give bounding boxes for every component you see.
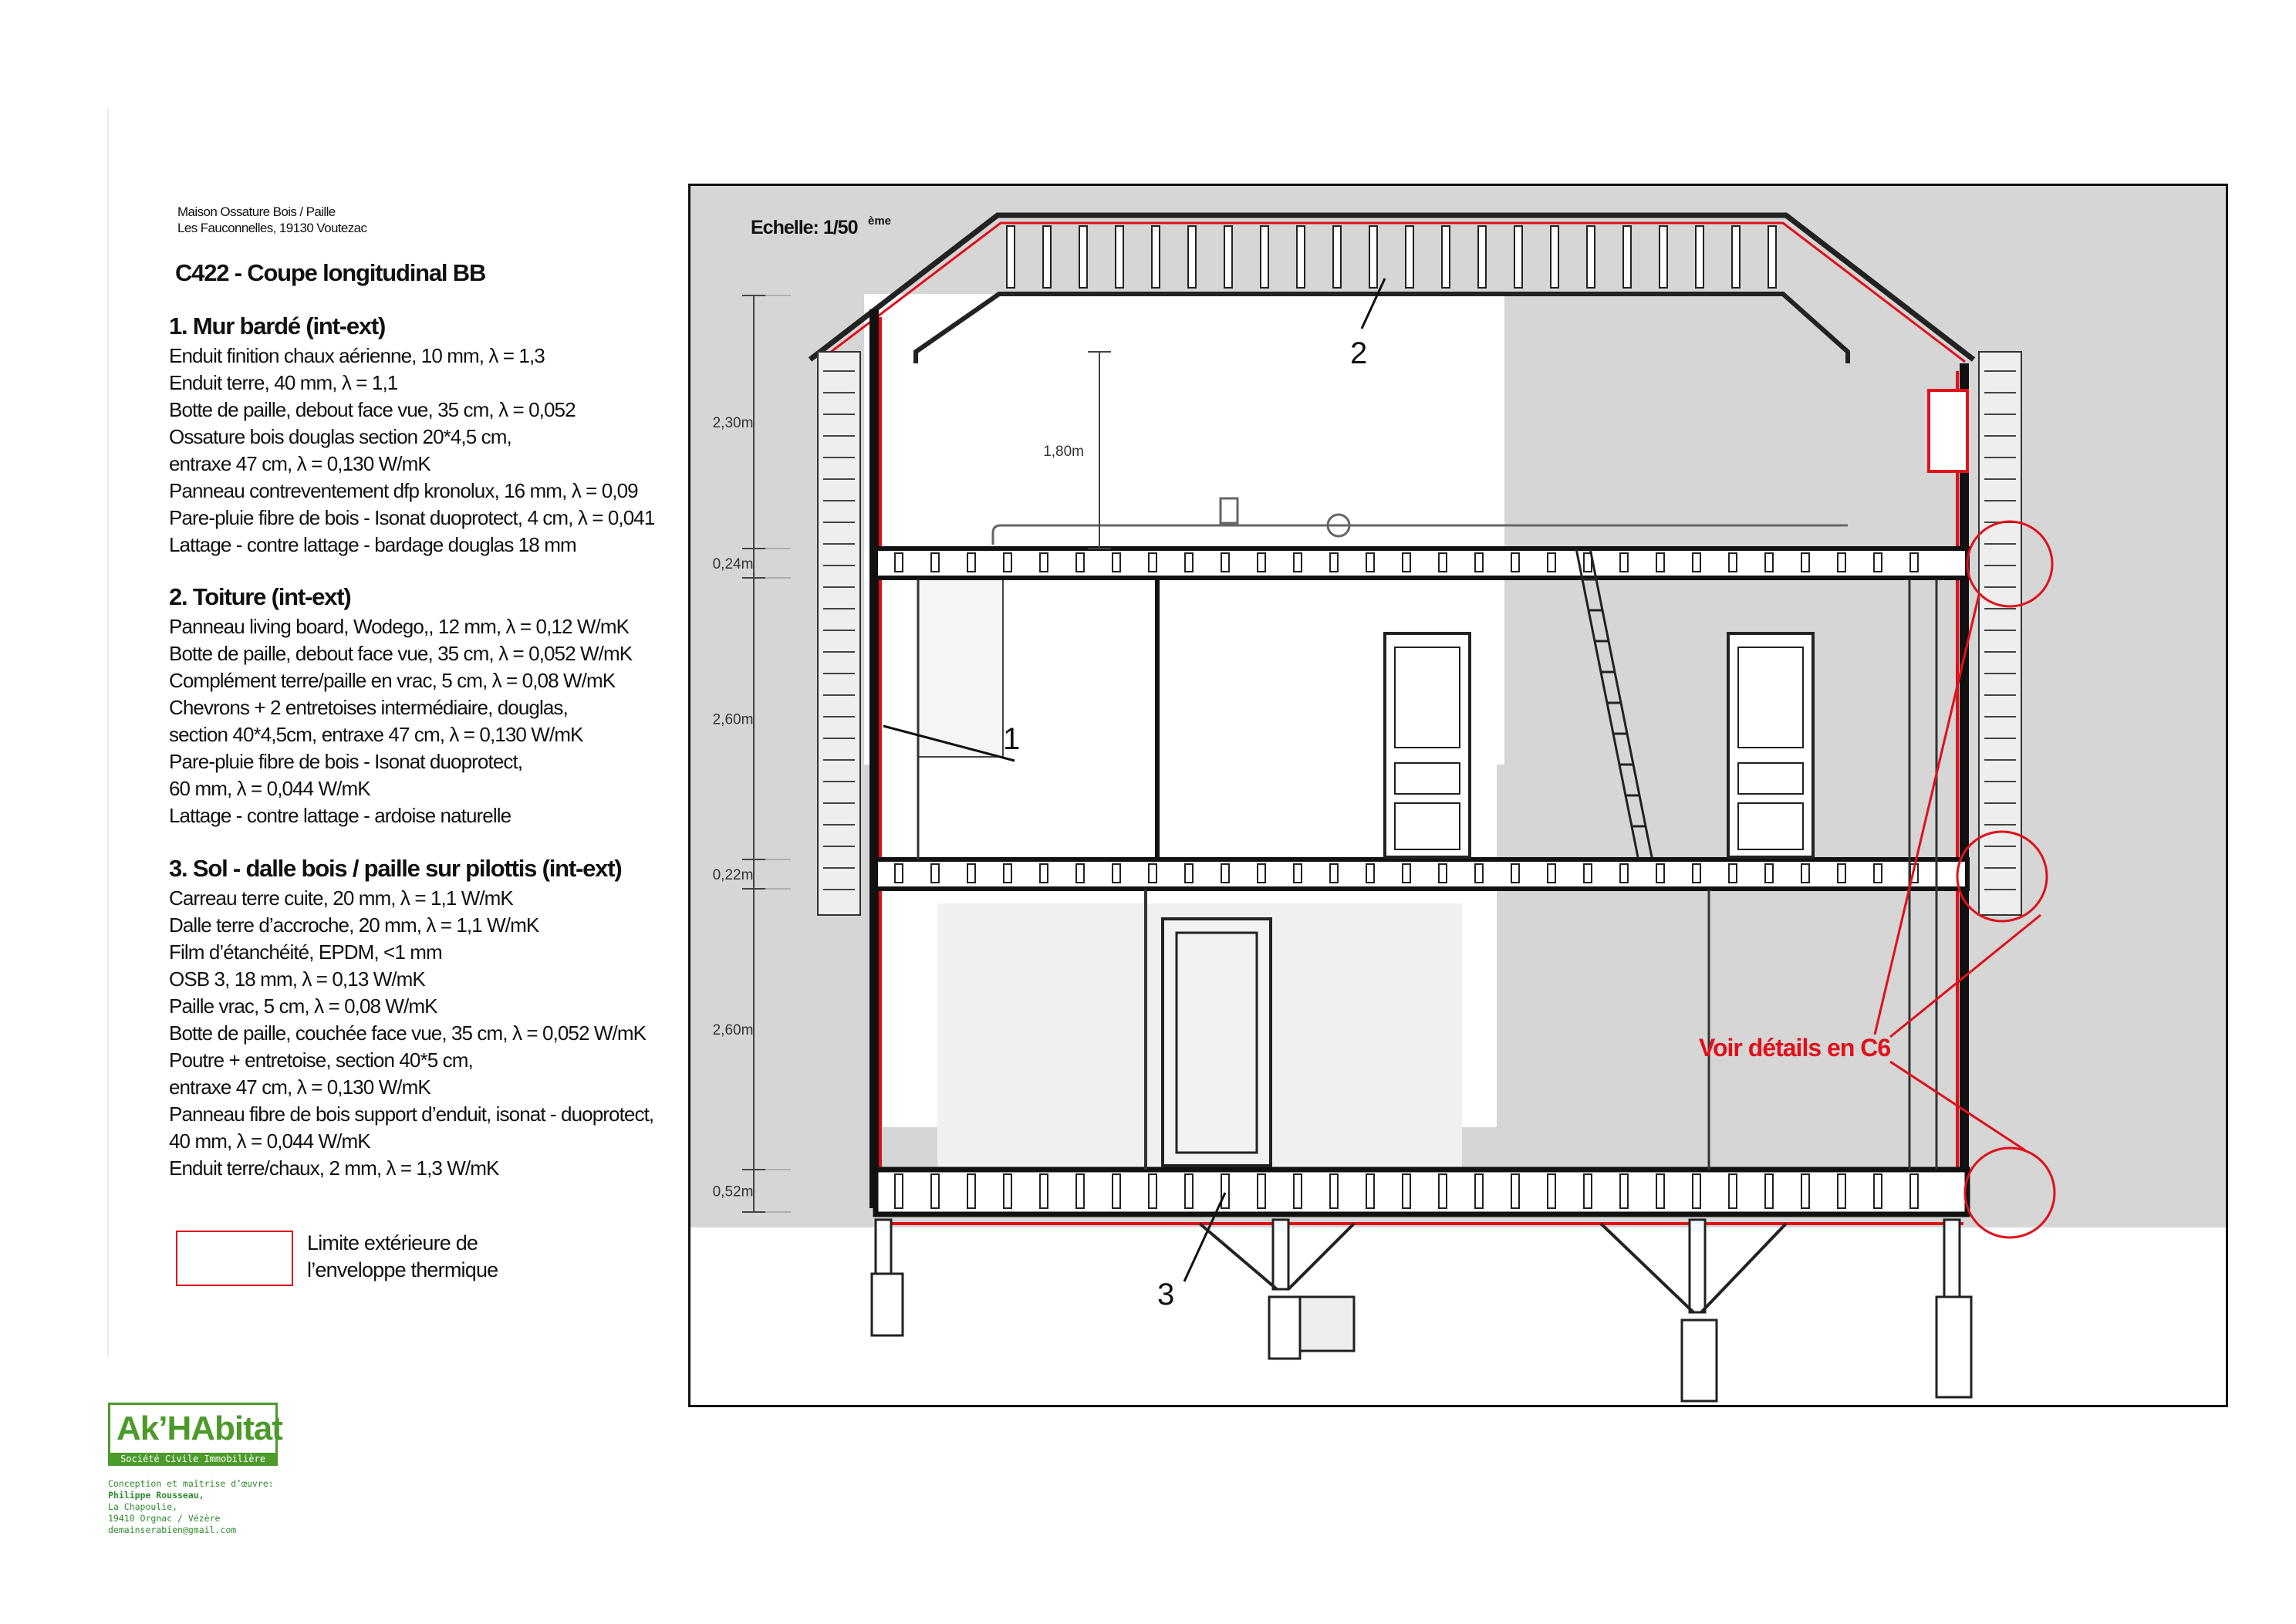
contact-line: Philippe Rousseau, <box>108 1490 204 1501</box>
callout-3: 3 <box>1157 1278 1175 1312</box>
dimension-label: 0,22m <box>712 867 754 883</box>
section-line: Botte de paille, debout face vue, 35 cm, λ = 0,052 W/mK <box>169 642 633 665</box>
project-address: Les Fauconnelles, 19130 Voutezac <box>177 221 367 235</box>
section-line: 60 mm, λ = 0,044 W/mK <box>169 777 370 800</box>
section-title-roof: 2. Toiture (int-ext) <box>169 583 351 610</box>
door-ground <box>1163 919 1271 1166</box>
section-line: Lattage - contre lattage - ardoise naturelle <box>169 804 512 827</box>
drawing-title: C422 - Coupe longitudinal BB <box>175 259 486 286</box>
section-line: Pare-pluie fibre de bois - Isonat duoprotect, <box>169 750 523 773</box>
legend-swatch <box>176 1231 293 1286</box>
section-line: Poutre + entretoise, section 40*5 cm, <box>169 1048 473 1072</box>
section-drawing <box>690 186 2226 1405</box>
contact-line: La Chapoulie, <box>108 1501 178 1512</box>
section-line: OSB 3, 18 mm, λ = 0,13 W/mK <box>169 967 425 991</box>
door-upper-left <box>1385 633 1470 857</box>
section-line: Dalle terre d’accroche, 20 mm, λ = 1,1 W/mK <box>169 913 539 937</box>
section-line: Paille vrac, 5 cm, λ = 0,08 W/mK <box>169 994 437 1018</box>
logo-brand: Ak’HAbitat <box>116 1410 282 1447</box>
door-upper-right <box>1728 633 1813 857</box>
section-line: 40 mm, λ = 0,044 W/mK <box>169 1129 370 1153</box>
margin-line <box>107 108 109 1358</box>
inner-dimension-label: 1,80m <box>1043 444 1084 460</box>
section-title-wall: 1. Mur bardé (int-ext) <box>169 312 386 339</box>
section-line: Enduit finition chaux aérienne, 10 mm, λ = 1,3 <box>169 344 545 367</box>
section-line: Panneau living board, Wodego,, 12 mm, λ = 0,12 W/mK <box>169 615 630 638</box>
company-logo <box>108 1403 282 1466</box>
project-name: Maison Ossature Bois / Paille <box>177 204 336 219</box>
section-line: Panneau contreventement dfp kronolux, 16 mm, λ = 0,09 <box>169 479 638 502</box>
section-line: entraxe 47 cm, λ = 0,130 W/mK <box>169 452 430 475</box>
section-line: entraxe 47 cm, λ = 0,130 W/mK <box>169 1075 430 1099</box>
dimension-label: 0,52m <box>712 1183 754 1200</box>
section-line: Complément terre/paille en vrac, 5 cm, λ = 0,08 W/mK <box>169 669 616 692</box>
section-line: Chevrons + 2 entretoises intermédiaire, douglas, <box>169 696 568 719</box>
contact-line: 19410 Orgnac / Vézère <box>108 1513 221 1524</box>
contact-line: Conception et maîtrise d’œuvre: <box>108 1478 274 1489</box>
logo-panel <box>110 1405 282 1453</box>
callout-2: 2 <box>1350 336 1368 370</box>
logo-tagline: Société Civile Immobilière <box>120 1453 265 1464</box>
detail-note: Voir détails en C6 <box>1699 1034 1891 1062</box>
section-line: Enduit terre, 40 mm, λ = 1,1 <box>169 371 398 394</box>
wall-right <box>1960 363 1969 1208</box>
dimension-label: 2,30m <box>712 415 754 431</box>
section-line: Pare-pluie fibre de bois - Isonat duoprotect, 4 cm, λ = 0,041 <box>169 506 655 529</box>
section-drawing-frame <box>688 184 2228 1407</box>
foundation-piers <box>872 1220 1971 1401</box>
section-line: Botte de paille, debout face vue, 35 cm, λ = 0,052 <box>169 398 576 421</box>
attic-window <box>1929 390 1967 471</box>
scale-superscript: ème <box>868 214 892 228</box>
section-line: Carreau terre cuite, 20 mm, λ = 1,1 W/mK <box>169 886 513 910</box>
section-line: Film d’étanchéité, EPDM, <1 mm <box>169 940 442 964</box>
section-line: Lattage - contre lattage - bardage douglas 18 mm <box>169 533 576 556</box>
section-line: section 40*4,5cm, entraxe 47 cm, λ = 0,130 W/mK <box>169 723 583 746</box>
section-line: Enduit terre/chaux, 2 mm, λ = 1,3 W/mK <box>169 1156 499 1180</box>
legend-text: Limite extérieure de <box>307 1231 478 1254</box>
legend-text: l’enveloppe thermique <box>307 1258 498 1281</box>
scale-label: Echelle: 1/50 <box>751 217 858 238</box>
dimension-label: 2,60m <box>712 711 754 728</box>
section-line: Botte de paille, couchée face vue, 35 cm, λ = 0,052 W/mK <box>169 1021 647 1045</box>
wall-left <box>869 309 879 1208</box>
contact-line: demainserabien@gmail.com <box>108 1524 237 1535</box>
dimension-label: 0,24m <box>712 556 754 572</box>
section-line: Ossature bois douglas section 20*4,5 cm, <box>169 425 512 448</box>
dimension-label: 2,60m <box>712 1022 754 1038</box>
callout-1: 1 <box>1003 722 1021 756</box>
section-title-floor: 3. Sol - dalle bois / paille sur pilottis (int-ext) <box>169 855 622 882</box>
section-line: Panneau fibre de bois support d’enduit, isonat - duoprotect, <box>169 1102 654 1126</box>
